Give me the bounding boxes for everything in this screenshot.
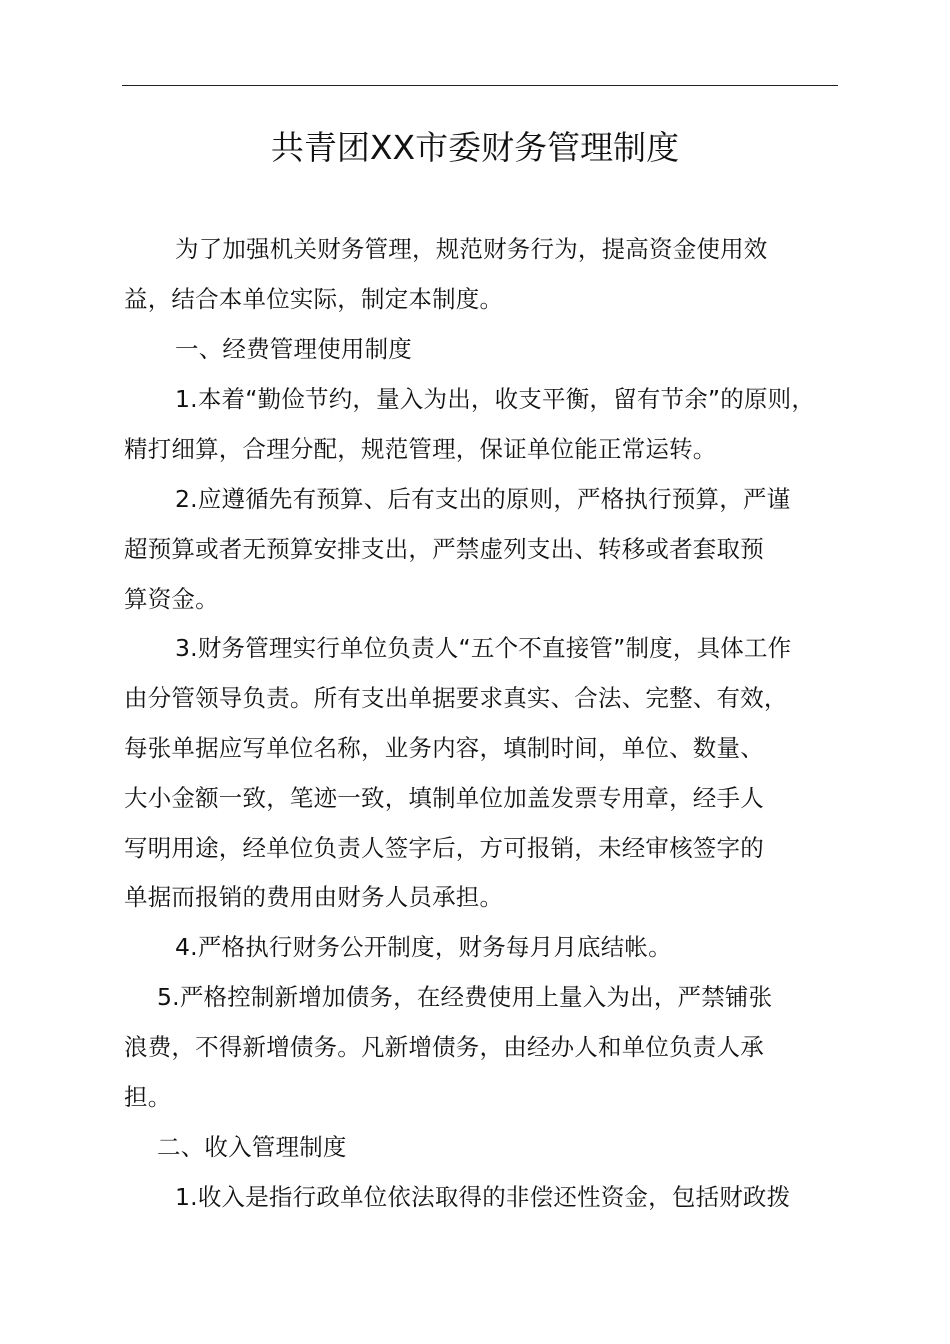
- header-rule: [122, 85, 838, 86]
- paragraph-line: 担。: [124, 1083, 172, 1111]
- paragraph-line: 单据而报销的费用由财务人员承担。: [124, 883, 504, 911]
- paragraph-line: 算资金。: [124, 585, 219, 613]
- paragraph-line: 2.应遵循先有预算、后有支出的原则，严格执行预算，严谨: [175, 485, 791, 513]
- document-title: 共青团XX市委财务管理制度: [270, 128, 680, 167]
- paragraph-line: 3.财务管理实行单位负责人“五个不直接管”制度，具体工作: [175, 634, 792, 662]
- paragraph-line: 由分管领导负责。所有支出单据要求真实、合法、完整、有效，: [124, 684, 788, 712]
- paragraph-line: 5.严格控制新增加债务，在经费使用上量入为出，严禁铺张: [157, 983, 773, 1011]
- paragraph-line: 写明用途，经单位负责人签字后，方可报销，未经审核签字的: [124, 834, 764, 862]
- paragraph-line: 益，结合本单位实际，制定本制度。: [124, 285, 504, 313]
- paragraph-line: 为了加强机关财务管理，规范财务行为，提高资金使用效: [175, 235, 768, 263]
- paragraph-line: 超预算或者无预算安排支出，严禁虚列支出、转移或者套取预: [124, 535, 764, 563]
- paragraph-line: 1.收入是指行政单位依法取得的非偿还性资金，包括财政拨: [175, 1183, 791, 1211]
- paragraph-line: 精打细算，合理分配，规范管理，保证单位能正常运转。: [124, 435, 717, 463]
- paragraph-line: 浪费，不得新增债务。凡新增债务，由经办人和单位负责人承: [124, 1033, 764, 1061]
- paragraph-line: 4.严格执行财务公开制度，财务每月月底结帐。: [175, 933, 672, 961]
- section-heading: 二、收入管理制度: [157, 1133, 347, 1161]
- section-heading: 一、经费管理使用制度: [175, 335, 412, 363]
- paragraph-line: 1.本着“勤俭节约，量入为出，收支平衡，留有节余”的原则，: [175, 385, 816, 413]
- paragraph-line: 每张单据应写单位名称，业务内容，填制时间，单位、数量、: [124, 734, 764, 762]
- paragraph-line: 大小金额一致，笔迹一致，填制单位加盖发票专用章，经手人: [124, 784, 764, 812]
